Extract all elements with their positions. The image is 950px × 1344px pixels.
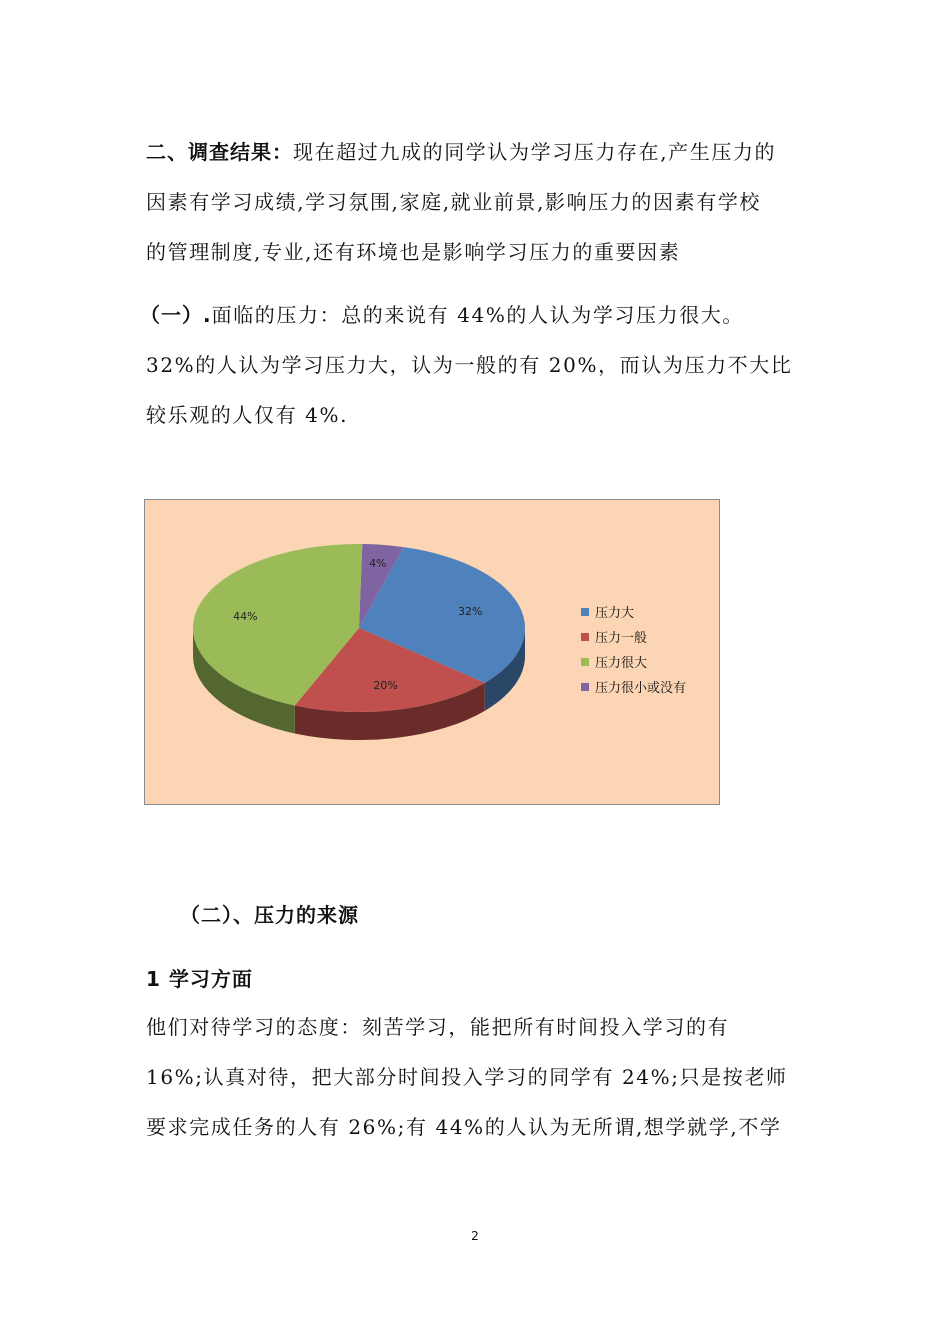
- pie-data-label: 20%: [373, 679, 398, 693]
- study-heading: 1 学习方面: [146, 967, 253, 991]
- pressure-line-1: 面临的压力：总的来说有 44%的人认为学习压力很大。: [211, 303, 745, 327]
- results-line-2: 因素有学习成绩,学习氛围,家庭,就业前景,影响压力的因素有学校: [146, 190, 762, 214]
- legend-swatch: [581, 658, 589, 666]
- results-heading: 二、调查结果：: [146, 140, 293, 164]
- study-paragraph: [146, 1002, 806, 1152]
- pressure-pie-chart: [144, 499, 720, 805]
- legend-swatch: [581, 633, 589, 641]
- legend-swatch: [581, 683, 589, 691]
- legend-entry: 压力大: [595, 606, 635, 621]
- pie-data-label: 4%: [369, 557, 387, 571]
- legend-entry: 压力一般: [595, 631, 648, 646]
- pressure-line-2: 32%的人认为学习压力大，认为一般的有 20%，而认为压力不大比: [146, 353, 793, 377]
- pressure-line-3: 较乐观的人仅有 4%.: [146, 403, 349, 427]
- page-number: 2: [471, 1229, 479, 1243]
- results-line-3: 的管理制度,专业,还有环境也是影响学习压力的重要因素: [146, 240, 681, 264]
- legend-entry: 压力很小或没有: [595, 681, 687, 696]
- study-line-3: 要求完成任务的人有 26%;有 44%的人认为无所谓,想学就学,不学: [146, 1115, 782, 1139]
- pressure-source-heading: （二）、压力的来源: [180, 903, 359, 927]
- legend-swatch: [581, 608, 589, 616]
- pressure-paragraph: [140, 290, 800, 440]
- results-paragraph: [146, 127, 806, 277]
- pressure-heading: （一）.: [140, 303, 212, 327]
- pie-data-label: 32%: [457, 604, 483, 618]
- legend-entry: 压力很大: [595, 656, 648, 671]
- pie-chart-canvas: [145, 500, 721, 806]
- pie-data-label: 44%: [233, 609, 258, 623]
- study-line-2: 16%;认真对待，把大部分时间投入学习的同学有 24%;只是按老师: [146, 1065, 788, 1089]
- results-line-1: 现在超过九成的同学认为学习压力存在,产生压力的: [293, 140, 777, 164]
- study-line-1: 他们对待学习的态度：刻苦学习，能把所有时间投入学习的有: [146, 1015, 730, 1039]
